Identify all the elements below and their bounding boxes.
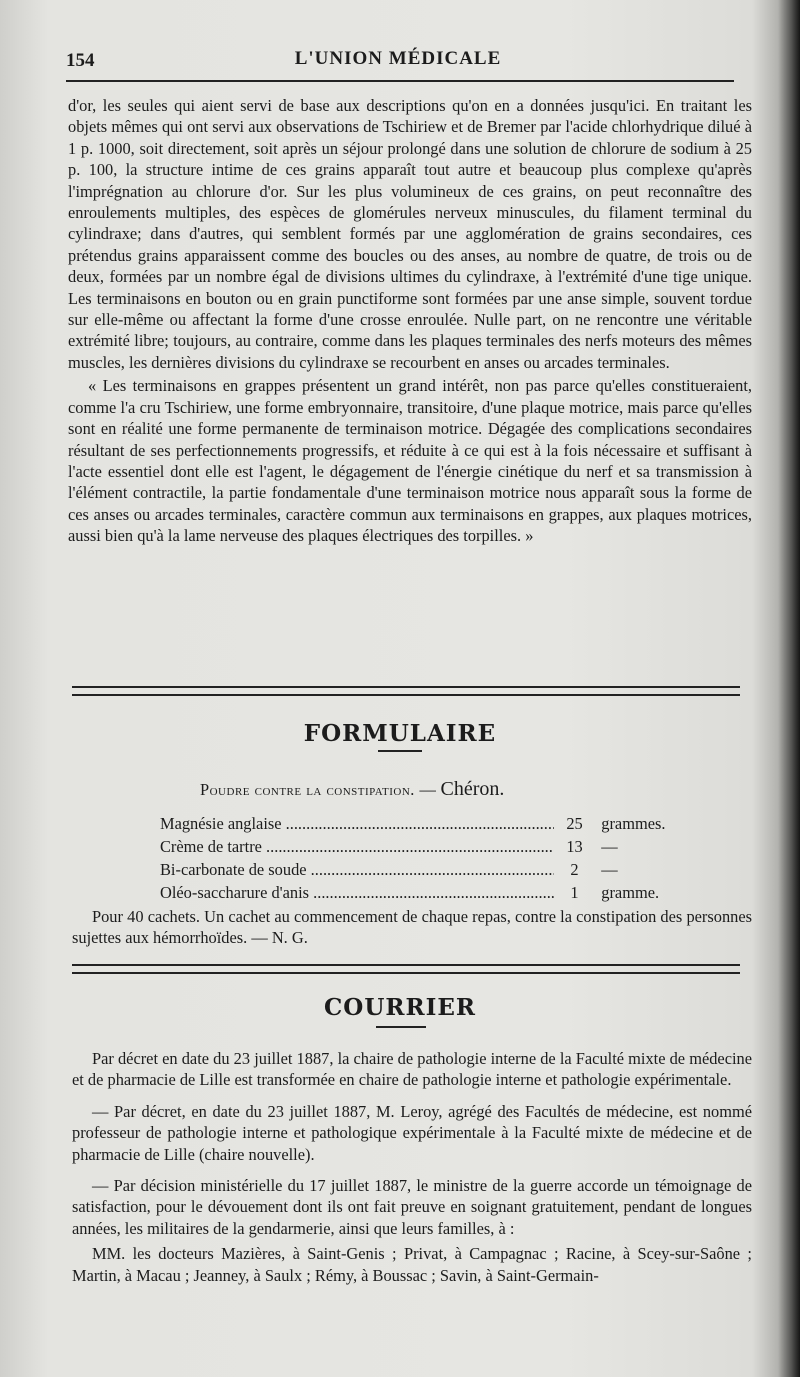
page-number: 154 [66,50,95,71]
quote-paragraph: « Les terminaisons en grappes présentent un grand intérêt, non pas parce qu'elles constitueraient, comme l'a cru Tschiriew, une forme embryonnaire, transitoire, d'une plaque motrice, mais parce qu'elles sont en réalité une forme permanente de terminaison motrice. Dégagée des complications secondaires résultant de ses perfectionnements progressifs, et réduite à ce qui est à la fois nécessaire et suffisant à l'acte essentiel dont elle est l'agent, le dégagement de l'énergie cinétique du nerf et sa transmission à l'élément contractile, la partie fondamentale d'une terminaison motrice nous apparaît sous la forme de ces anses ou arcades terminales, caractère commun aux terminaisons en grappes, aux plaques motrices, aussi bien qu'à la lame nerveuse des plaques électriques des torpilles. » [68,376,752,546]
formulaire-instructions-block [72,906,752,949]
courrier-paragraph: MM. les docteurs Mazières, à Saint-Genis ; Privat, à Campagnac ; Racine, à Scey-sur-Saône ; Martin, à Macau ; Jeanney, à Saulx ; Rémy, à Boussac ; Savin, à Saint-Germain- [72,1244,752,1285]
header-rule [66,80,734,82]
ingredient-quantity: 2 [570,860,579,879]
courrier-paragraph: — Par décret, en date du 23 juillet 1887, M. Leroy, agrégé des Facultés de médecine, est nommé professeur de pathologie interne et pathologique expérimentale à la Faculté mixte de médecine et de pharmacie de Lille (chaire nouvelle). [72,1101,752,1164]
ingredient-name: Crème de tartre ..... [160,835,554,858]
section-separator [72,686,740,696]
page-header [66,44,730,76]
formulaire-heading: FORMULAIRE [303,720,497,747]
recipe-name: Poudre contre la constipation. — [200,780,437,799]
ingredient-list [160,812,720,904]
formulaire-instructions: Pour 40 cachets. Un cachet au commencement de chaque repas, contre la constipation des personnes sujettes aux hémorrhoïdes. — N. G. [72,907,752,948]
courrier-heading: COURRIER [323,994,477,1021]
article-body [68,95,752,547]
recipe-title [200,778,504,801]
running-title: L'UNION MÉDICALE [294,48,502,69]
courrier-paragraph: — Par décision ministérielle du 17 juillet 1887, le ministre de la guerre accorde un témoignage de satisfaction, pour le dévouement dont ils ont fait preuve en soignant gratuitement, pendant de longues années, les militaires de la gendarmerie, ainsi que leurs familles, à : [72,1176,752,1238]
ingredient-unit: grammes. [601,814,666,833]
ingredient-name: Bi-carbonate de soude ..... [160,858,554,881]
list-item [160,812,720,835]
ingredient-quantity: 1 [570,883,579,902]
recipe-author: Chéron. [440,778,505,800]
courrier-underline [376,1026,426,1028]
section-separator [72,964,740,974]
list-item [160,858,720,881]
courrier-paragraph: Par décret en date du 23 juillet 1887, la chaire de pathologie interne de la Faculté mixte de médecine et de pharmacie de Lille est transformée en chaire de pathologie interne et pathologie expérimentale. [72,1049,752,1090]
book-spine-shadow [778,0,800,1377]
courrier-body [72,1048,752,1286]
formulaire-underline [378,750,422,752]
ingredient-quantity: 13 [566,837,583,856]
ingredient-quantity: 25 [566,814,583,833]
ingredient-unit: — [601,860,618,879]
ingredient-unit: — [601,837,618,856]
ingredient-name: Oléo-saccharure d'anis ..... [160,881,554,904]
list-item [160,835,720,858]
list-item [160,881,720,904]
intro-paragraph: d'or, les seules qui aient servi de base aux descriptions qu'on en a données jusqu'ici. En traitant les objets mêmes qui ont servi aux observations de Tschiriew et de Bremer par l'acide chlorhydrique dilué à 1 p. 1000, soit directement, soit après un séjour prolongé dans une solution de chlorure de sodium à 25 p. 100, la structure intime de ces grains apparaît tout autre et beaucoup plus complexe qu'après l'imprégnation au chlorure d'or. Sur les plus volumineux de ces grains, on peut reconnaître des enroulements multiples, des espèces de glomérules nerveux minuscules, du filament terminal du cylindraxe; dans d'autres, qui semblent formés par une agglomération de grains secondaires, ces prétendus grains apparaissent comme des boucles ou des anses, au nombre de quatre, de trois ou de deux, formées par un nombre égal de divisions ultimes du cylindraxe, à l'extrémité d'une tige unique. Les terminaisons en bouton ou en grain punctiforme sont formées par une anse simple, souvent tordue sur elle-même ou affectant la forme d'une crosse enroulée. Nulle part, on ne rencontre une véritable extrémité libre; toujours, au contraire, comme dans les plaques terminales des nerfs moteurs des mêmes muscles, les dernières divisions du cylindraxe se recourbent en anses ou arcades terminales. [68,96,752,372]
ingredient-name: Magnésie anglaise ..... [160,812,554,835]
ingredient-unit: gramme. [601,883,660,902]
